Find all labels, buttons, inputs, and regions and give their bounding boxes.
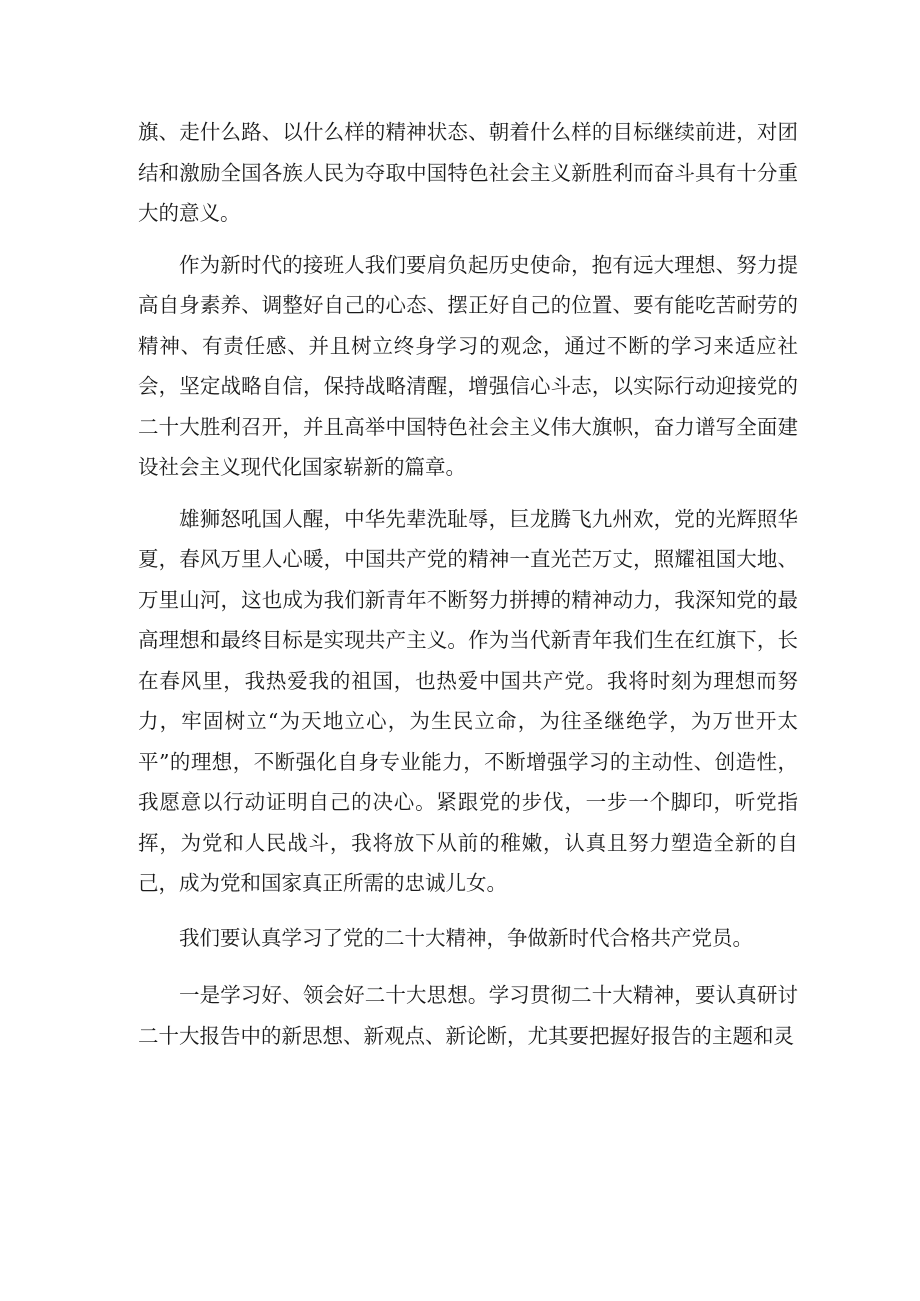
paragraph-continued: 旗、走什么路、以什么样的精神状态、朝着什么样的目标继续前进，对团结和激励全国各族人民为夺取中国特色社会主义新胜利而奋斗具有十分重大的意义。 bbox=[138, 120, 798, 225]
document-body bbox=[138, 112, 798, 1056]
paragraph-study-spirit: 我们要认真学习了党的二十大精神，争做新时代合格共产党员。 bbox=[179, 925, 753, 950]
paragraph-awakened-lion: 雄狮怒吼国人醒，中华先辈洗耻辱，巨龙腾飞九州欢，党的光辉照华夏，春风万里人心暖，中国共产党的精神一直光芒万丈，照耀祖国大地、万里山河，这也成为我们新青年不断努力拼搏的精神动力，我深知党的最高理想和最终目标是实现共产主义。作为当代新青年我们生在红旗下，长在春风里，我热爱我的祖国，也热爱中国共产党。我将时刻为理想而努力，牢固树立“为天地立心，为生民立命，为往圣继绝学，为万世开太平”的理想，不断强化自身专业能力，不断增强学习的主动性、创造性，我愿意以行动证明自己的决心。紧跟党的步伐，一步一个脚印，听党指挥，为党和人民战斗，我将放下从前的稚嫩，认真且努力塑造全新的自己，成为党和国家真正所需的忠诚儿女。 bbox=[138, 506, 798, 895]
paragraph-successor-mission: 作为新时代的接班人我们要肩负起历史使命，抱有远大理想、努力提高自身素养、调整好自己的心态、摆正好自己的位置、要有能吃苦耐劳的精神、有责任感、并且树立终身学习的观念，通过不断的学习来适应社会，坚定战略自信，保持战略清醒，增强信心斗志，以实际行动迎接党的二十大胜利召开，并且高举中国特色社会主义伟大旗帜，奋力谱写全面建设社会主义现代化国家崭新的篇章。 bbox=[138, 252, 798, 479]
paragraph-point-one: 一是学习好、领会好二十大思想。学习贯彻二十大精神，要认真研讨二十大报告中的新思想、新观点、新论断，尤其要把握好报告的主题和灵 bbox=[138, 983, 798, 1048]
